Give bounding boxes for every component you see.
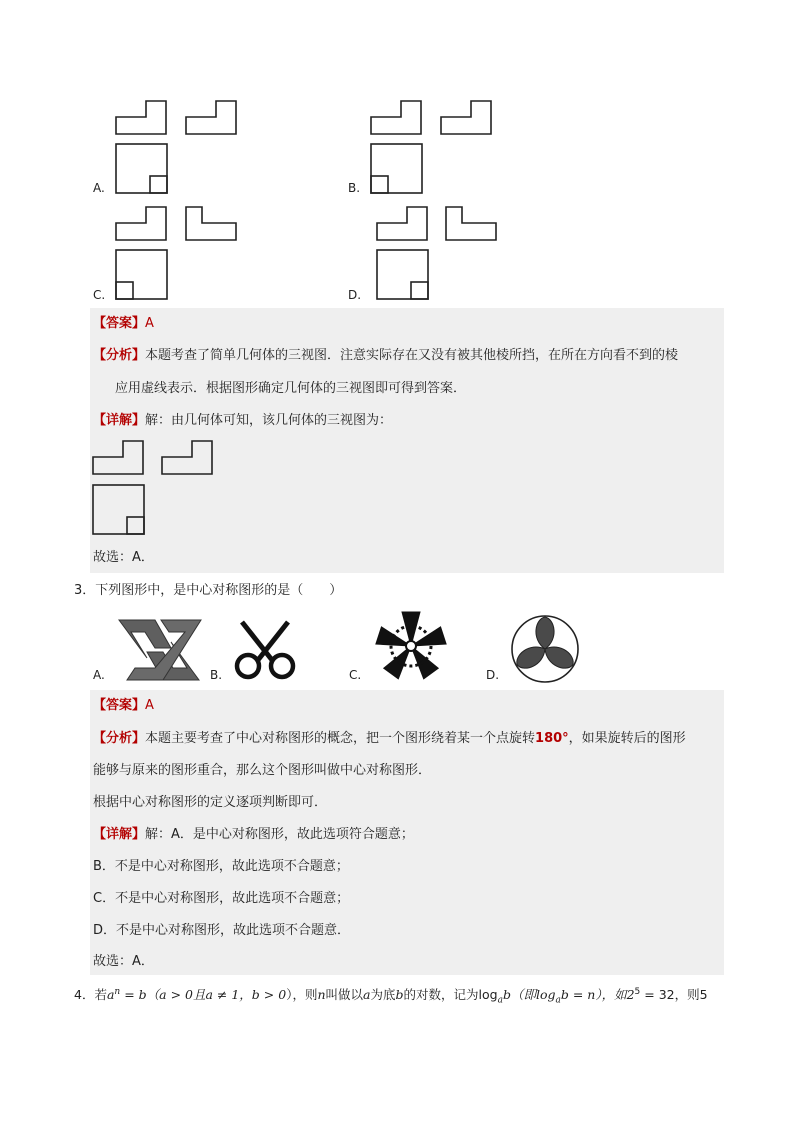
- q3-option-a-figure: [115, 618, 203, 682]
- q2-answer-tag: 【答案】: [93, 316, 146, 331]
- q4-var-n: n: [317, 987, 326, 1002]
- option-c-side-view: [185, 206, 239, 242]
- q3-stem: [74, 579, 342, 598]
- q2-answer: [93, 314, 154, 334]
- q4-log-base-2: a: [555, 995, 561, 1006]
- q4-text-7: b = n），如2: [560, 987, 635, 1002]
- q3-analysis: [93, 729, 686, 749]
- q4-text-8: = 32，则5: [640, 987, 708, 1002]
- q2-detail-text: 解：由几何体可知，该几何体的三视图为：: [145, 413, 393, 428]
- option-b-front-view: [370, 100, 424, 136]
- option-a-label[interactable]: A.: [93, 181, 105, 195]
- q3-option-c-figure: [372, 608, 450, 684]
- q3-analysis-text-1b: ，如果旋转后的图形: [568, 731, 686, 746]
- q4-number: 4．: [74, 987, 95, 1002]
- option-d-side-view: [445, 206, 499, 242]
- q4-exponent-5: 5: [634, 986, 641, 997]
- q4-text-3: 叫做以: [325, 987, 364, 1002]
- q4-base-a: a: [106, 987, 115, 1002]
- q3-answer-value: A: [145, 698, 154, 713]
- q2-analysis-line-2: 应用虚线表示．根据图形确定几何体的三视图即可得到答案．: [115, 381, 467, 396]
- q4-exponent-n: n: [114, 986, 121, 997]
- q3-option-b-label[interactable]: B.: [210, 668, 223, 682]
- option-d-top-view: [376, 249, 430, 301]
- q3-detail-d: D．不是中心对称图形，故此选项不合题意．: [93, 923, 351, 938]
- q4-stem: [74, 985, 708, 1006]
- option-c-front-view: [115, 206, 169, 242]
- q3-option-d-label[interactable]: D.: [486, 668, 500, 682]
- q3-analysis-text-1: 本题主要考查了中心对称图形的概念，把一个图形绕着某一个点旋转: [145, 731, 536, 746]
- q3-analysis-line-2: 能够与原来的图形重合，那么这个图形叫做中心对称图形．: [93, 763, 432, 778]
- q3-detail-tag: 【详解】: [93, 827, 146, 842]
- option-b-label[interactable]: B.: [348, 181, 361, 195]
- q4-text-6: b（即log: [502, 987, 556, 1002]
- q3-answer-tag: 【答案】: [93, 698, 146, 713]
- q3-analysis-line-3: 根据中心对称图形的定义逐项判断即可．: [93, 795, 328, 810]
- option-d-label[interactable]: D.: [348, 288, 362, 302]
- q3-conclusion: 故选：A．: [93, 954, 154, 969]
- q4-text-1: 若: [94, 987, 107, 1002]
- q4-log-base-1: a: [497, 995, 503, 1006]
- q4-text-4: 为底: [370, 987, 396, 1002]
- q3-detail-b: B．不是中心对称图形，故此选项不合题意；: [93, 859, 349, 874]
- q2-detail-tag: 【详解】: [93, 413, 146, 428]
- q2-conclusion: 故选：A．: [93, 550, 154, 565]
- q3-option-b-figure: [232, 620, 298, 682]
- q4-text-2: ），则: [286, 987, 318, 1002]
- q3-analysis-tag: 【分析】: [93, 731, 146, 746]
- q3-number: 3．: [74, 583, 96, 598]
- q2-analysis: [93, 346, 678, 366]
- solution-side-view: [161, 440, 215, 476]
- option-c-top-view: [115, 249, 169, 301]
- q4-var-b: b: [395, 987, 404, 1002]
- q3-rotation-angle: 180°: [535, 731, 569, 746]
- q2-detail: [93, 411, 392, 431]
- q3-option-a-label[interactable]: A.: [93, 668, 105, 682]
- option-a-top-view: [115, 143, 169, 195]
- solution-top-view: [92, 484, 146, 536]
- solution-front-view: [92, 440, 146, 476]
- q3-detail-c: C．不是中心对称图形，故此选项不合题意；: [93, 891, 350, 906]
- option-a-front-view: [115, 100, 169, 136]
- q2-analysis-tag: 【分析】: [93, 348, 146, 363]
- option-a-side-view: [185, 100, 239, 136]
- q3-answer: [93, 696, 154, 716]
- q2-analysis-text-1: 本题考查了简单几何体的三视图．注意实际存在又没有被其他棱所挡，在所在方向看不到的棱: [145, 348, 679, 363]
- q4-var-a: a: [363, 987, 371, 1002]
- option-b-top-view: [370, 143, 424, 195]
- q3-stem-text: 下列图形中，是中心对称图形的是（ ）: [95, 583, 343, 598]
- q4-text-5: 的对数，记为log: [403, 987, 498, 1002]
- q3-detail-a: 解：A．是中心对称图形，故此选项符合题意；: [145, 827, 414, 842]
- option-b-side-view: [440, 100, 494, 136]
- option-d-front-view: [376, 206, 430, 242]
- q3-option-c-label[interactable]: C.: [349, 668, 362, 682]
- option-c-label[interactable]: C.: [93, 288, 106, 302]
- q4-text-eq-b: = b（: [120, 987, 160, 1002]
- q3-option-d-figure: [510, 614, 580, 684]
- q2-answer-value: A: [145, 316, 154, 331]
- q4-condition: a > 0且a ≠ 1，b > 0: [159, 987, 287, 1002]
- q3-detail: [93, 825, 414, 845]
